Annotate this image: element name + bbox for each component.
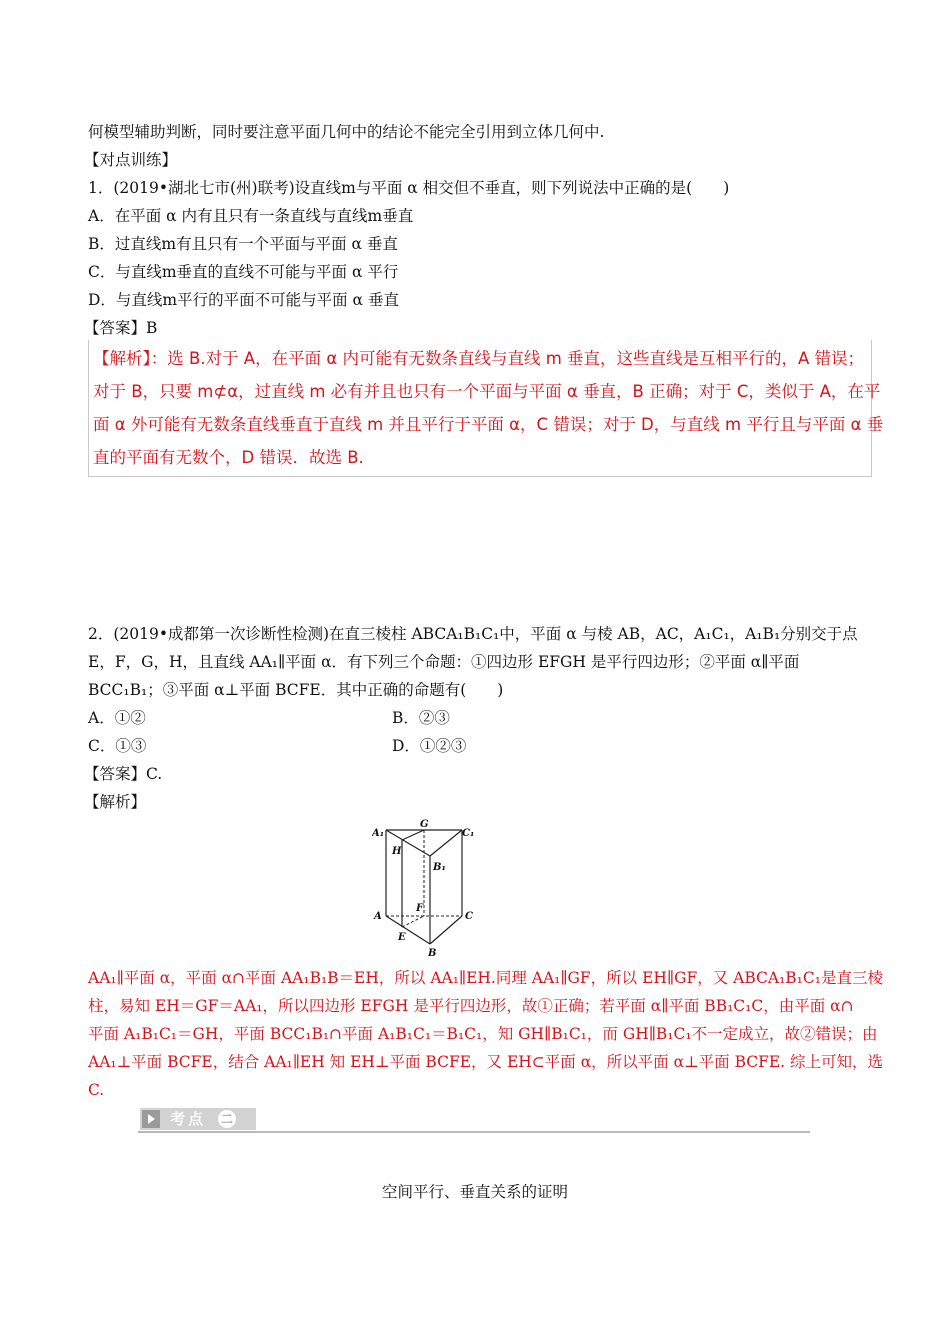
q1-option-d: D．与直线m平行的平面不可能与平面 α 垂直 bbox=[88, 291, 399, 309]
label-H: H bbox=[392, 846, 402, 857]
prism-figure bbox=[372, 816, 476, 962]
play-arrow-icon bbox=[142, 1110, 160, 1128]
label-A1: A₁ bbox=[372, 828, 385, 839]
q2-option-d: D．①②③ bbox=[392, 737, 467, 755]
q1-solution-line: 直的平面有无数个，D 错误．故选 B. bbox=[93, 448, 364, 467]
q2-option-b: B．②③ bbox=[392, 709, 450, 727]
kaodian-number: 二 bbox=[218, 1110, 236, 1128]
label-C1: C₁ bbox=[462, 828, 475, 839]
q1-option-c: C．与直线m垂直的直线不可能与平面 α 平行 bbox=[88, 263, 399, 281]
label-C: C bbox=[465, 911, 473, 922]
q2-solution-line: 平面 A₁B₁C₁＝GH，平面 BCC₁B₁∩平面 A₁B₁C₁＝B₁C₁，知 GH∥B₁C₁，而 GH∥B₁C₁不一定成立，故②错误；由 bbox=[88, 1025, 878, 1043]
label-A: A bbox=[374, 911, 382, 922]
section-heading: 空间平行、垂直关系的证明 bbox=[381, 1183, 568, 1201]
q2-solution-line: AA₁⊥平面 BCFE，结合 AA₁∥EH 知 EH⊥平面 BCFE，又 EH⊂平面 α，所以平面 α⊥平面 BCFE. 综上可知，选 bbox=[88, 1053, 884, 1071]
kaodian-banner bbox=[138, 1107, 810, 1133]
kaodian-tag bbox=[140, 1108, 256, 1130]
q2-stem-line: E，F，G，H，且直线 AA₁∥平面 α．有下列三个命题：①四边形 EFGH 是平行四边形；②平面 α∥平面 bbox=[88, 653, 800, 671]
q2-option-a: A．①② bbox=[88, 709, 146, 727]
label-G: G bbox=[420, 819, 429, 830]
q1-solution-line: 【解析】：选 B.对于 A，在平面 α 内可能有无数条直线与直线 m 垂直，这些直线是互相平行的，A 错误； bbox=[93, 349, 865, 368]
q2-stem-line: 2．(2019•成都第一次诊断性检测)在直三棱柱 ABCA₁B₁C₁中，平面 α 与棱 AB，AC，A₁C₁，A₁B₁分别交于点 bbox=[88, 625, 858, 643]
label-E: E bbox=[398, 932, 406, 943]
q1-answer: 【答案】B bbox=[84, 319, 158, 337]
kaodian-label: 考点 bbox=[170, 1110, 207, 1128]
q2-stem-line: BCC₁B₁；③平面 α⊥平面 BCFE．其中正确的命题有( ) bbox=[88, 681, 504, 699]
q1-solution-line: 面 α 外可能有无数条直线垂直于直线 m 并且平行于平面 α，C 错误；对于 D，与直线 m 平行且与平面 α 垂 bbox=[93, 415, 884, 434]
label-F: F bbox=[416, 903, 424, 914]
q1-solution-box bbox=[88, 340, 884, 477]
kaodian-divider bbox=[138, 1131, 810, 1133]
q1-option-b: B．过直线m有且只有一个平面与平面 α 垂直 bbox=[88, 235, 398, 253]
q2-solution-label: 【解析】 bbox=[84, 793, 147, 811]
q1-solution-line: 对于 B，只要 m⊄α，过直线 m 必有并且也只有一个平面与平面 α 垂直，B 正确；对于 C，类似于 A，在平 bbox=[93, 382, 881, 401]
q2-option-c: C．①③ bbox=[88, 737, 147, 755]
q2-solution-line: 柱，易知 EH＝GF＝AA₁，所以四边形 EFGH 是平行四边形，故①正确；若平面 α∥平面 BB₁C₁C，由平面 α∩ bbox=[88, 997, 854, 1015]
section-title: 【对点训练】 bbox=[84, 151, 178, 169]
prism-diagram bbox=[372, 816, 476, 958]
q2-answer: 【答案】C. bbox=[84, 765, 163, 783]
q2-solution-line: AA₁∥平面 α，平面 α∩平面 AA₁B₁B＝EH，所以 AA₁∥EH.同理 AA₁∥GF，所以 EH∥GF，又 ABCA₁B₁C₁是直三棱 bbox=[88, 969, 883, 987]
label-B1: B₁ bbox=[433, 862, 446, 873]
q2-solution-line: C. bbox=[88, 1081, 105, 1099]
q1-option-a: A．在平面 α 内有且只有一条直线与直线m垂直 bbox=[88, 207, 414, 225]
q1-stem: 1．(2019•湖北七市(州)联考)设直线m与平面 α 相交但不垂直，则下列说法中正确的是( ) bbox=[88, 179, 730, 197]
intro-text: 何模型辅助判断，同时要注意平面几何中的结论不能完全引用到立体几何中. bbox=[88, 123, 605, 141]
label-B: B bbox=[428, 948, 437, 958]
